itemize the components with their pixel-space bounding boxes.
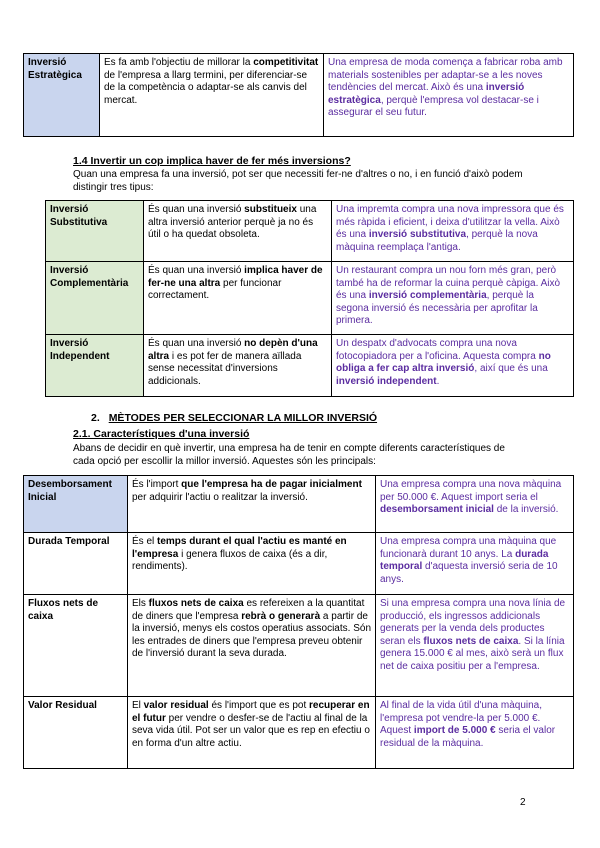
- row-label: Fluxos nets de caixa: [24, 595, 128, 697]
- row-example: Una empresa de moda comença a fabricar roba amb materials sostenibles per adaptar-se a les noves tendències del mercat. Això és una inversió estratègica, perquè l'empresa vol destacar-se i assegurar el seu futur.: [324, 54, 574, 137]
- row-example: Al final de la vida útil d'una màquina, l'empresa pot vendre-la per 5.000 €. Aquest import de 5.000 € seria el valor residual de la màquina.: [376, 697, 574, 769]
- row-definition: És quan una inversió implica haver de fer-ne una altra per funcionar correctament.: [144, 262, 332, 335]
- investment-types-table: [45, 200, 574, 397]
- sub-heading: 2.1. Característiques d'una inversió: [73, 428, 250, 440]
- table-row: [46, 335, 574, 397]
- row-example: Un restaurant compra un nou forn més gran, però també ha de reformar la cuina perquè càpiga. Això és una inversió complementària, perquè la segona inversió és necessària per aprofitar la primera.: [332, 262, 574, 335]
- row-definition: És quan una inversió substitueix una altra inversió anterior perquè ja no és útil o ha quedat obsoleta.: [144, 201, 332, 262]
- row-example: Un despatx d'advocats compra una nova fotocopiadora per a l'oficina. Aquesta compra no obliga a fer cap altra inversió, així que és una inversió independent.: [332, 335, 574, 397]
- row-definition: És l'import que l'empresa ha de pagar inicialment per adquirir l'actiu o realitzar la inversió.: [128, 476, 376, 533]
- row-example: Una impremta compra una nova impressora que és més ràpida i eficient, i deixa d'utilitzar la vella. Això és una inversió substitutiva, perquè la nova màquina reemplaça l'antiga.: [332, 201, 574, 262]
- row-definition: El valor residual és l'import que es pot recuperar en el futur per vendre o desfer-se de l'actiu al final de la seva vida útil. Pot ser un valor que es rep en efectiu o en forma d'un altre actiu.: [128, 697, 376, 769]
- section-heading: [91, 412, 377, 424]
- row-label: Inversió Complementària: [46, 262, 144, 335]
- strategic-investment-table: [23, 53, 574, 137]
- row-label: Inversió Estratègica: [24, 54, 100, 137]
- row-example: Una empresa compra una màquina que funcionarà durant 10 anys. La durada temporal d'aquesta inversió seria de 10 anys.: [376, 533, 574, 595]
- row-definition: Els fluxos nets de caixa es refereixen a la quantitat de diners que l'empresa rebrà o generarà a partir de la inversió, menys els costos operatius associats. Són les entrades de diners que l'empresa preveu obtenir de l'inversió durant la seva durada.: [128, 595, 376, 697]
- row-label: Inversió Substitutiva: [46, 201, 144, 262]
- table-row: [24, 595, 574, 697]
- row-label: Durada Temporal: [24, 533, 128, 595]
- table-row: [46, 262, 574, 335]
- row-label: Inversió Independent: [46, 335, 144, 397]
- row-label: Desemborsament Inicial: [24, 476, 128, 533]
- section-heading: 1.4 Invertir un cop implica haver de fer més inversions?: [73, 155, 351, 167]
- row-example: Una empresa compra una nova màquina per 50.000 €. Aquest import seria el desemborsament inicial de la inversió.: [376, 476, 574, 533]
- row-example: Si una empresa compra una nova línia de producció, els ingressos addicionals generats per la venda dels productes seran els fluxos nets de caixa. Si la línia genera 15.000 € al mes, això serà un flux net de caixa positiu per a l'empresa.: [376, 595, 574, 697]
- table-row: [24, 697, 574, 769]
- section-number: 2.: [91, 412, 100, 424]
- page-number: 2: [520, 797, 526, 808]
- row-definition: És el temps durant el qual l'actiu es manté en l'empresa i genera fluxos de caixa (és a dir, rendiments).: [128, 533, 376, 595]
- investment-characteristics-table: [23, 475, 574, 769]
- table-row: [46, 201, 574, 262]
- table-row: [24, 476, 574, 533]
- table-row: [24, 54, 574, 137]
- section-title: MÈTODES PER SELECCIONAR LA MILLOR INVERSIÓ: [108, 412, 378, 424]
- section-intro: Quan una empresa fa una inversió, pot ser que necessiti fer-ne d'altres o no, i en funció d'això podem distingir tres tipus:: [73, 169, 523, 193]
- table-row: [24, 533, 574, 595]
- row-label: Valor Residual: [24, 697, 128, 769]
- row-definition: Es fa amb l'objectiu de millorar la competitivitat de l'empresa a llarg termini, per diferenciar-se de la competència o adaptar-se als canvis del mercat.: [100, 54, 324, 137]
- section-intro: Abans de decidir en què invertir, una empresa ha de tenir en compte diferents característiques de cada opció per escollir la millor inversió. Aquestes són les principals:: [73, 443, 505, 467]
- row-definition: És quan una inversió no depèn d'una altra i es pot fer de manera aïllada sense necessitat d'inversions addicionals.: [144, 335, 332, 397]
